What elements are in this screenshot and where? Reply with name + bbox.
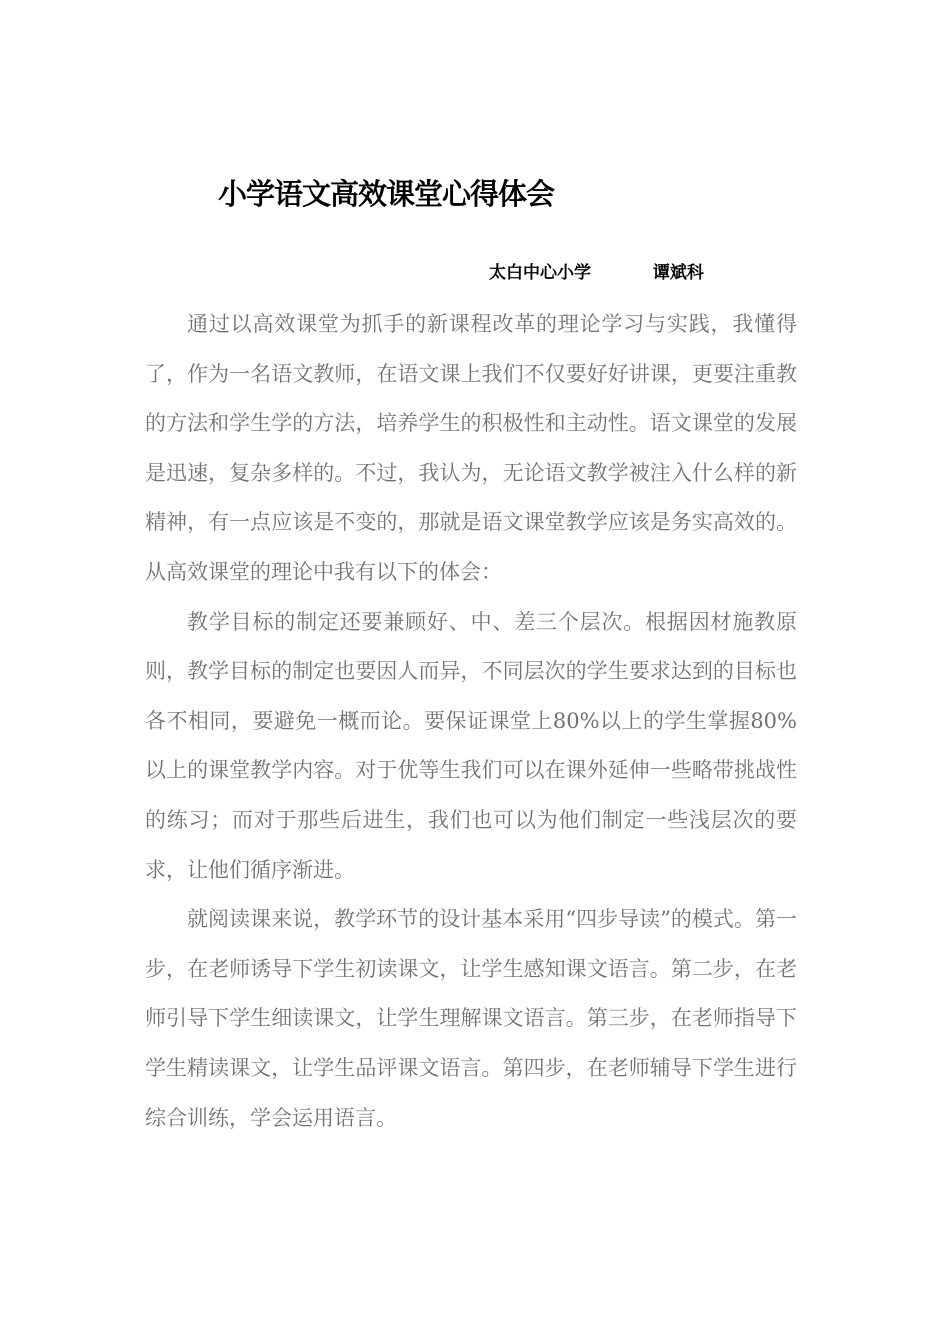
byline [489,258,704,283]
paragraph: 教学目标的制定还要兼顾好、中、差三个层次。根据因材施教原则，教学目标的制定也要因人而异，不同层次的学生要求达到的目标也各不相同，要避免一概而论。要保证课堂上80%以上的学生掌握80%以上的课堂教学内容。对于优等生我们可以在课外延伸一些略带挑战性的练习；而对于那些后进生，我们也可以为他们制定一些浅层次的要求，让他们循序渐进。 [145,609,797,882]
paragraph: 通过以高效课堂为抓手的新课程改革的理论学习与实践，我懂得了，作为一名语文教师，在语文课上我们不仅要好好讲课，更要注重教的方法和学生学的方法，培养学生的积极性和主动性。语文课堂的发展是迅速，复杂多样的。不过，我认为，无论语文教学被注入什么样的新精神，有一点应该是不变的，那就是语文课堂教学应该是务实高效的。从高效课堂的理论中我有以下的体会： [145,312,797,584]
school-name: 太白中心小学 [489,263,591,283]
body-text [145,300,797,1143]
document-title: 小学语文高效课堂心得体会 [218,177,555,211]
author-name: 谭斌科 [652,263,704,283]
paragraph: 就阅读课来说，教学环节的设计基本采用“四步导读”的模式。第一步，在老师诱导下学生初读课文，让学生感知课文语言。第二步，在老师引导下学生细读课文，让学生理解课文语言。第三步，在老师指导下学生精读课文，让学生品评课文语言。第四步，在老师辅导下学生进行综合训练，学会运用语言。 [145,907,797,1130]
